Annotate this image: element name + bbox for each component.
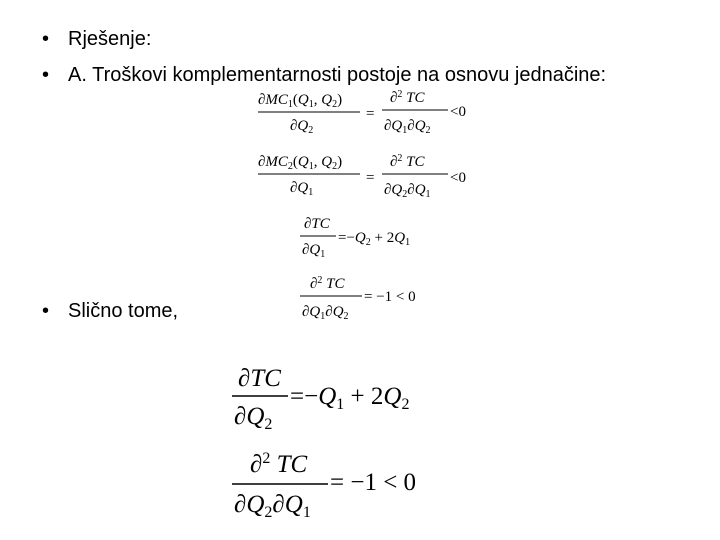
svg-text:∂Q1: $\partial Q_1$ [302, 242, 326, 260]
bullet-complementarity [42, 62, 642, 88]
svg-text:∂MC2(Q1, Q2): $\partial MC_2(Q_1$, $Q_2$) [258, 154, 343, 172]
equation-tc-q2 [226, 362, 446, 437]
svg-text:= −1 < 0: = −1 < 0 [364, 289, 416, 305]
svg-text:∂2 TC: ∂$^2$ TC [390, 89, 425, 106]
svg-text:∂Q1: $\partial Q_1$ [290, 180, 314, 198]
svg-text:=: = [366, 106, 375, 122]
bullet-marker: • [42, 64, 50, 86]
equation-tc-cross-2 [226, 448, 446, 527]
equation-tc-q2-graphic [226, 362, 446, 432]
bullet-text: Slično tome, [68, 300, 179, 322]
svg-text:<0: <0 [450, 104, 466, 120]
svg-text:=−Q1 + 2Q2: $=-Q_1 + 2Q_2$ [290, 383, 410, 413]
svg-text:<0: <0 [450, 170, 466, 186]
bullet-text: Rješenje: [68, 28, 152, 50]
svg-text:∂Q2: $\partial Q_2$ [234, 403, 273, 433]
svg-text:∂Q2: $\partial Q_2$ [290, 118, 314, 136]
svg-text:∂MC1(Q1, Q2): $\partial MC_1(Q_1$, $Q_2$) [258, 92, 343, 110]
svg-text:∂Q1∂Q2: $\partial Q_1\partial Q_2$ [384, 118, 431, 136]
svg-text:= −1 < 0: = −1 < 0 [330, 469, 417, 496]
svg-text:∂Q2∂Q1: $\partial Q_2\partial Q_1$ [234, 491, 311, 521]
equation-mc2 [256, 150, 476, 207]
equation-tc-q1 [298, 212, 438, 267]
bullet-similarly [42, 298, 342, 324]
svg-text:∂2 TC: ∂$^2$ TC [250, 450, 308, 478]
svg-text:∂2 TC: ∂$^2$ TC [390, 153, 425, 170]
svg-text:∂Q1∂Q2: $\partial Q_1\partial Q_2$ [302, 304, 349, 322]
svg-text:=−Q2 + 2Q1: $=-Q_2 + 2Q_1$ [338, 230, 411, 248]
equation-mc1-graphic [256, 88, 476, 140]
equation-tc-cross-1-graphic [298, 272, 438, 324]
bullet-marker: • [42, 300, 50, 322]
svg-text:∂TC: ∂TC [238, 365, 281, 392]
bullet-text: A. Troškovi komplementarnosti postoje na osnovu jednačine: [68, 64, 607, 86]
equation-tc-cross-1 [298, 272, 438, 329]
svg-text:=: = [366, 170, 375, 186]
svg-text:∂TC: ∂TC [304, 216, 330, 232]
bullet-marker: • [42, 28, 50, 50]
bullet-solution [42, 26, 642, 52]
svg-text:∂Q2∂Q1: $\partial Q_2\partial Q_1$ [384, 182, 431, 200]
equation-mc2-graphic [256, 150, 476, 202]
svg-text:∂2 TC: ∂$^2$ TC [310, 275, 345, 292]
equation-tc-q1-graphic [298, 212, 438, 262]
equation-mc1 [256, 88, 476, 145]
equation-tc-cross-2-graphic [226, 448, 446, 522]
